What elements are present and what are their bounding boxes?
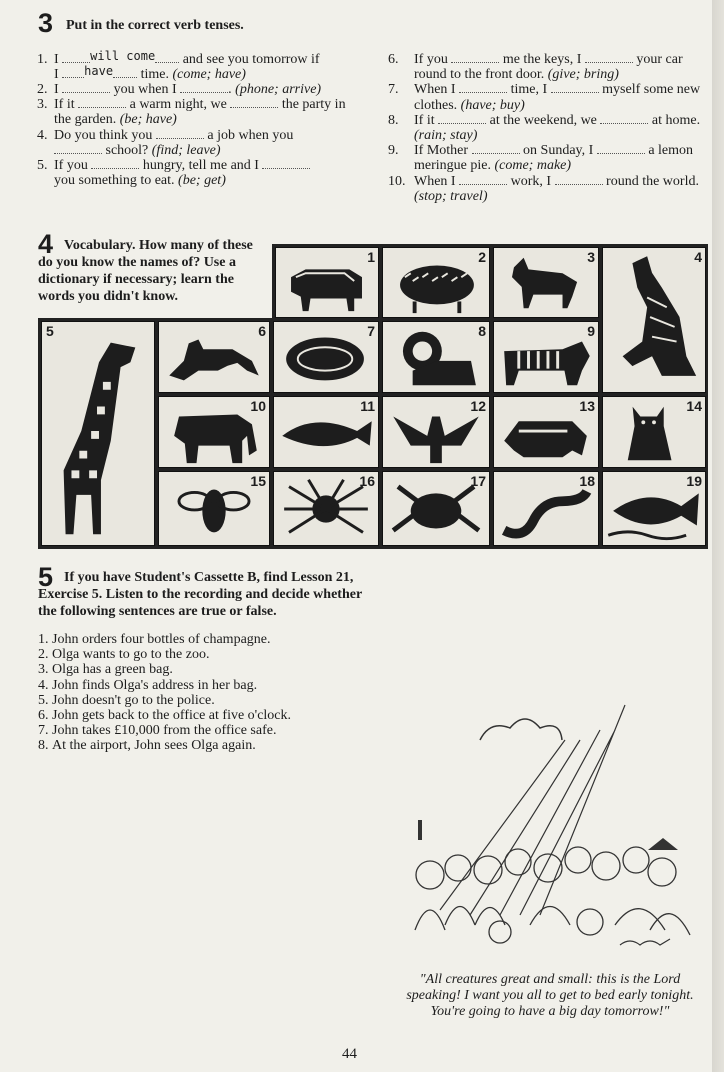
- section-3-left-column: [37, 49, 362, 189]
- true-false-item: 1. John orders four bottles of champagne.: [38, 632, 271, 647]
- true-false-item: 2. Olga wants to go to the zoo.: [38, 647, 210, 663]
- exercise-item: 2. I you when I . (phone; arrive): [37, 82, 322, 97]
- cow-icon: [276, 248, 378, 317]
- exercise-item: 5. If you hungry, tell me and I you something to eat. (be; get): [37, 158, 362, 188]
- animal-tile-whale: 11: [273, 396, 379, 468]
- animal-tile-lion: 8: [382, 321, 490, 393]
- animal-tile-giraffe: 5: [41, 321, 155, 546]
- exercise-item: 8. If it at the weekend, we at home. (rain; stay): [388, 112, 701, 144]
- animal-tile-kangaroo: 4: [602, 247, 706, 393]
- section-4-title: Vocabulary. How many of these do you know the names of? Use a dictionary if necessary; learn the words you didn't know.: [38, 238, 253, 304]
- pig-icon: [274, 322, 378, 392]
- animal-tile-cat: 14: [602, 396, 706, 468]
- section-3-title: Put in the correct verb tenses.: [66, 18, 244, 33]
- animal-tile-fly: 15: [158, 471, 270, 546]
- exercise-item: 10. When I work, I round the world. (stop; travel): [388, 173, 699, 204]
- section-3-number: 3: [38, 8, 54, 38]
- exercise-item: 6. If you me the keys, I your car round to the front door. (give; bring): [388, 52, 683, 83]
- true-false-item: 4. John finds Olga's address in her bag.: [38, 677, 258, 693]
- true-false-item: 3. Olga has a green bag.: [38, 662, 173, 678]
- true-false-item: 7. John takes £10,000 from the office safe.: [38, 723, 277, 739]
- true-false-item: 6. John gets back to the office at five o'clock.: [38, 708, 292, 724]
- exercise-item: 9. If Mother on Sunday, I a lemon meringue pie. (come; make): [388, 143, 694, 174]
- exercise-item: 3. If it a warm night, we the party in the garden. (be; have): [37, 97, 346, 128]
- lion-icon: [383, 322, 489, 392]
- animal-tile-snake: 18: [493, 471, 599, 546]
- handwritten-answer: will come: [90, 49, 156, 63]
- animal-tile-elephant: 10: [158, 396, 270, 468]
- tiger-icon: [494, 322, 598, 392]
- animal-tile-horse: 6: [158, 321, 270, 393]
- kangaroo-icon: [603, 248, 705, 392]
- animal-tile-fish: 19: [602, 471, 706, 546]
- animal-tile-eagle: 12: [382, 396, 490, 468]
- crowd-illustration-icon: [400, 700, 700, 970]
- section-5-list: [38, 632, 368, 754]
- giraffe-icon: [42, 322, 154, 545]
- animal-tile-dog: 3: [493, 247, 599, 318]
- animal-tile-cow: 1: [275, 247, 379, 318]
- animal-tile-tiger: 9: [493, 321, 599, 393]
- dog-icon: [494, 248, 598, 317]
- handwritten-answer: have: [84, 64, 114, 79]
- animal-tile-sheep: 2: [382, 247, 490, 318]
- section-4-number: 4: [38, 229, 54, 259]
- exercise-item: 7. When I time, I myself some new clothes. (have; buy): [388, 82, 701, 113]
- animal-tile-spider: 16: [273, 471, 379, 546]
- section-5-title: If you have Student's Cassette B, find Lesson 21, Exercise 5. Listen to the recording and decide whether the following sentences are true or false.: [38, 570, 362, 619]
- animal-tile-badger: 13: [493, 396, 599, 468]
- section-5-number: 5: [38, 562, 54, 592]
- horse-icon: [159, 322, 269, 392]
- sheep-icon: [383, 248, 489, 317]
- animal-tile-pig: 7: [273, 321, 379, 393]
- animal-tile-frog: 17: [382, 471, 490, 546]
- true-false-item: 5. John doesn't go to the police.: [38, 692, 215, 708]
- exercise-item: 1. I will come and see you tomorrow if I have time. (come; have): [37, 49, 320, 83]
- true-false-item: 8. At the airport, John sees Olga again.: [38, 738, 256, 754]
- exercise-item: 4. Do you think you a job when you school? (find; leave): [37, 127, 294, 158]
- page-number: 44: [342, 1046, 357, 1062]
- cartoon-illustration: [400, 700, 700, 970]
- section-3-right-column: [388, 52, 716, 204]
- cartoon-caption: "All creatures great and small: this is the Lord speaking! I want you all to get to bed early tonight. You're going to have a big day tomorrow!": [406, 972, 694, 1019]
